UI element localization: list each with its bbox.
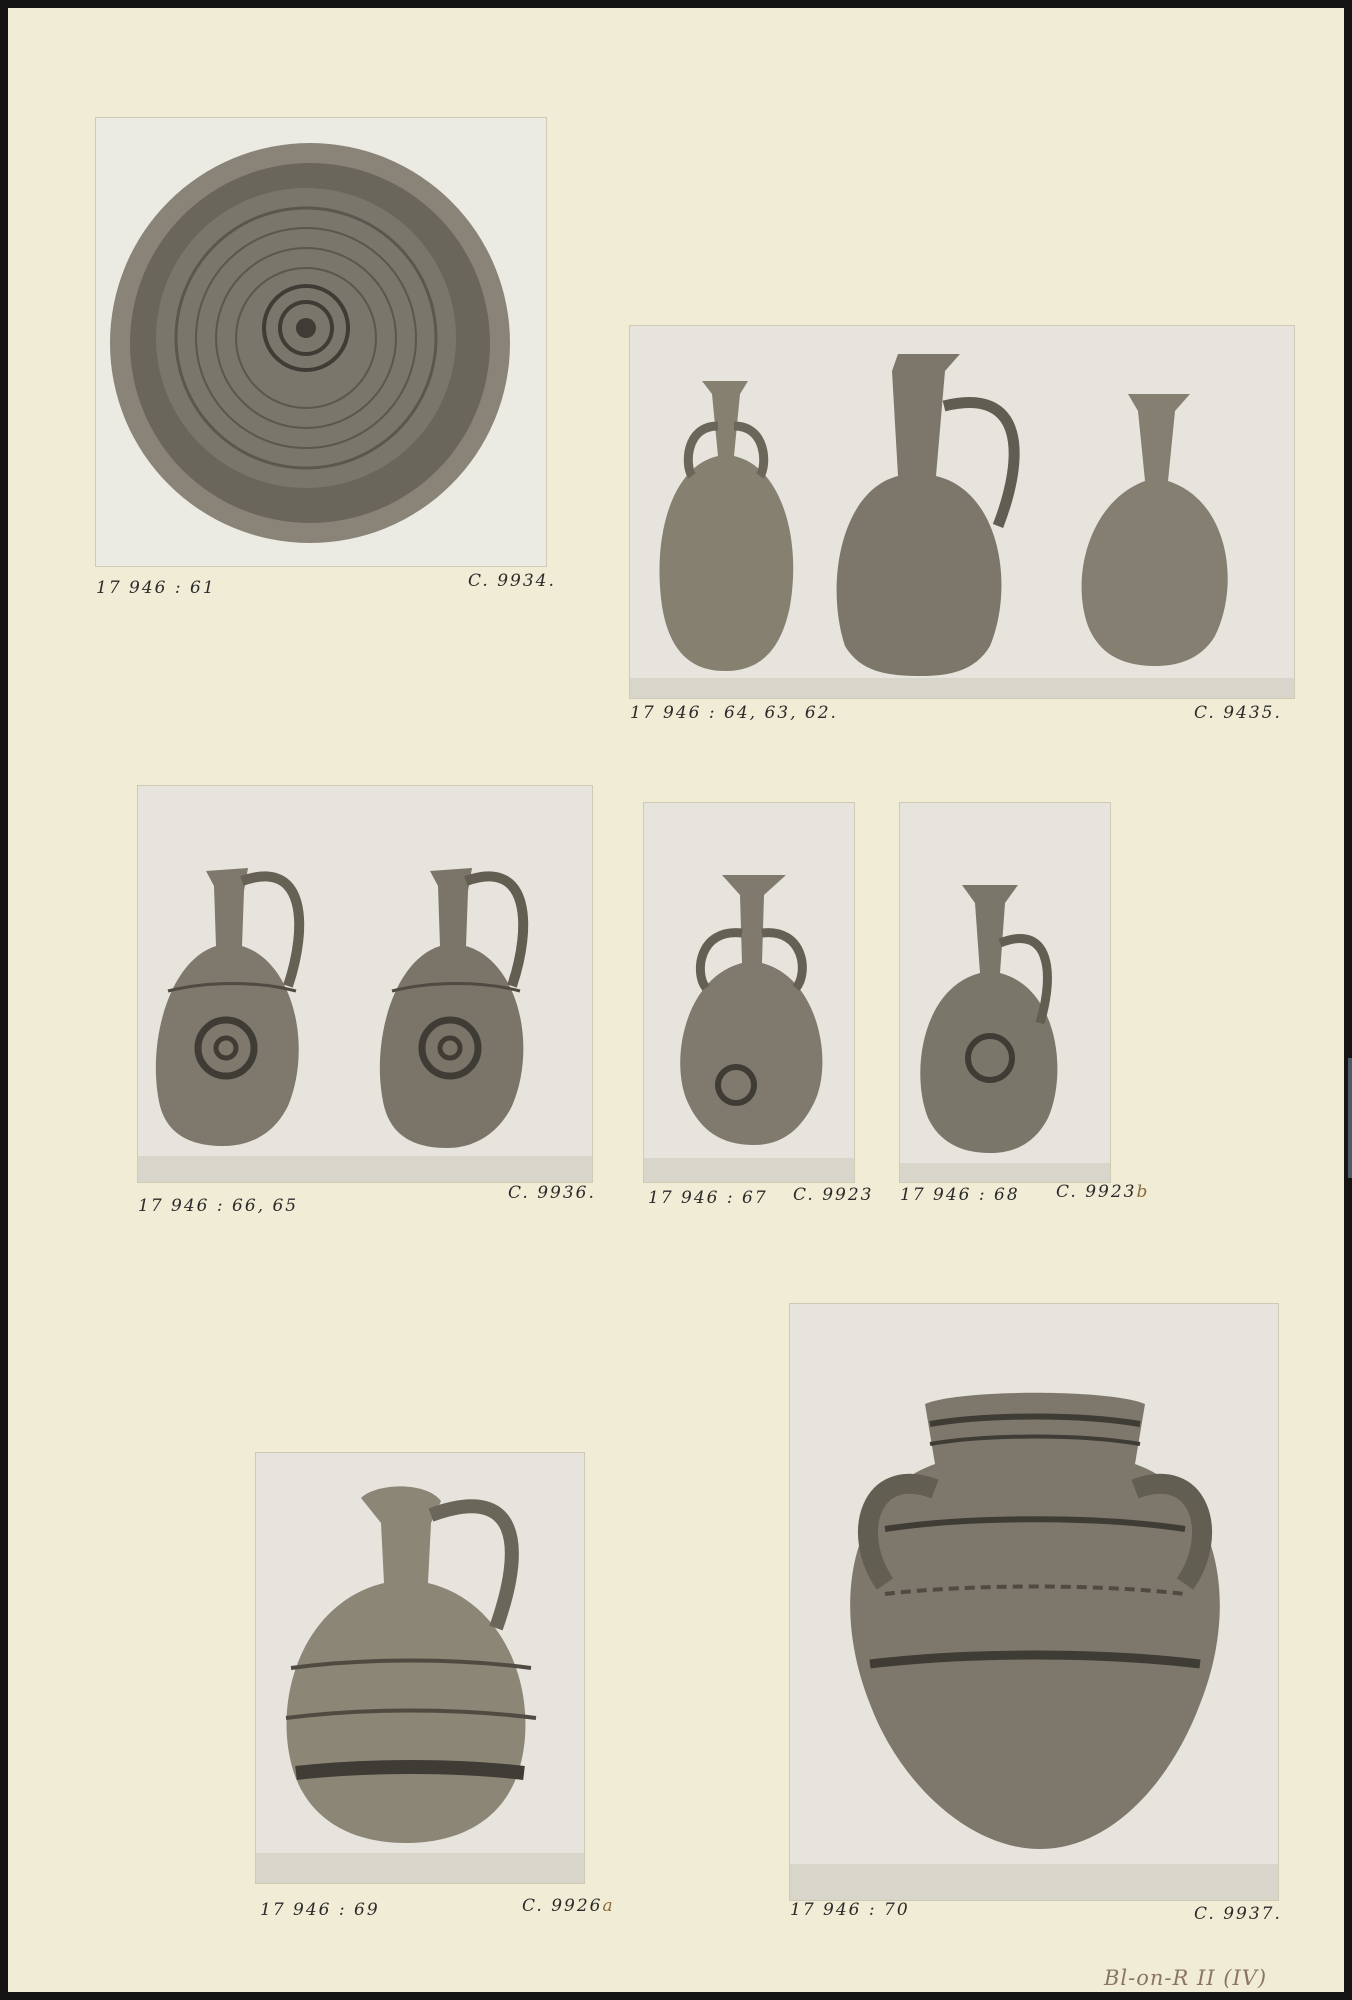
- jug-68-negative-number: C. 9923: [1056, 1182, 1137, 1202]
- jug-69-image: [256, 1453, 584, 1883]
- caption-krater-negative: C. 9937.: [1194, 1904, 1282, 1924]
- amphoriskos-image: [644, 803, 854, 1182]
- caption-krater-inventory: 17 946 : 70: [790, 1900, 910, 1920]
- dish-image: [96, 118, 546, 566]
- photo-dish: [96, 118, 546, 566]
- caption-jug-69-negative: [522, 1896, 615, 1916]
- trio-image: [630, 326, 1294, 698]
- photo-two-jugs: [138, 786, 592, 1182]
- caption-jug-68-negative: [1056, 1182, 1149, 1202]
- caption-trio-negative: C. 9435.: [1194, 703, 1282, 723]
- caption-jug-69-inventory: 17 946 : 69: [260, 1900, 380, 1920]
- photo-jug-68: [900, 803, 1110, 1182]
- caption-trio-inventory: 17 946 : 64, 63, 62.: [630, 703, 838, 723]
- krater-image: [790, 1304, 1278, 1900]
- photo-trio: [630, 326, 1294, 698]
- jug-69-negative-number: C. 9926: [522, 1896, 603, 1916]
- caption-jug-68-inventory: 17 946 : 68: [900, 1185, 1020, 1205]
- caption-dish-negative: C. 9934.: [468, 571, 556, 591]
- photo-jug-69: [256, 1453, 584, 1883]
- caption-dish-inventory: 17 946 : 61: [96, 578, 216, 598]
- jug-68-image: [900, 803, 1110, 1182]
- photo-krater: [790, 1304, 1278, 1900]
- edge-tape: [1348, 1058, 1352, 1178]
- caption-amphoriskos-inventory: 17 946 : 67: [648, 1188, 768, 1208]
- pencil-shelfmark: Bl-on-R II (IV): [1104, 1966, 1268, 1990]
- caption-two-jugs-inventory: 17 946 : 66, 65: [138, 1196, 299, 1216]
- photo-amphoriskos: [644, 803, 854, 1182]
- caption-amphoriskos-negative: C. 9923: [793, 1185, 874, 1205]
- caption-two-jugs-negative: C. 9936.: [508, 1183, 596, 1203]
- jug-68-negative-suffix: b: [1136, 1182, 1150, 1202]
- two-jugs-image: [138, 786, 592, 1182]
- jug-69-negative-suffix: a: [602, 1896, 615, 1916]
